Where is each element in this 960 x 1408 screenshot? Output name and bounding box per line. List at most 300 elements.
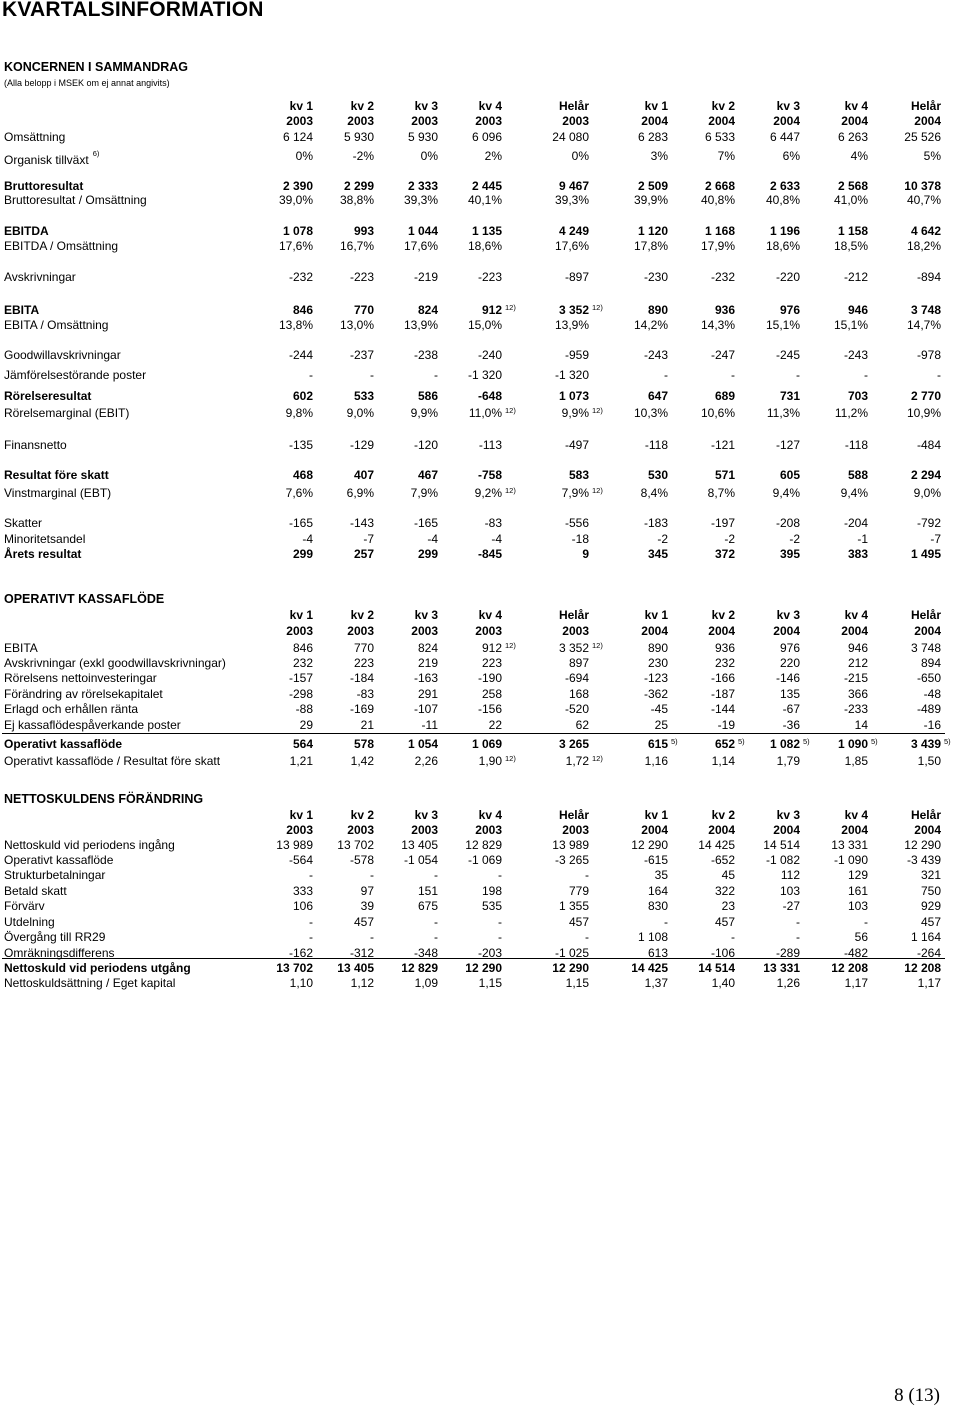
table-cell: -: [309, 868, 313, 882]
footnote-ref: 5): [738, 737, 745, 746]
column-header: 2004: [641, 624, 668, 638]
row-label: Finansnetto: [4, 438, 67, 452]
table-cell: 17,6%: [554, 239, 589, 253]
table-cell: -45: [650, 702, 668, 716]
row-label: Omsättning: [4, 130, 66, 144]
column-header: 2004: [708, 114, 735, 128]
table-cell: -758: [477, 468, 502, 482]
table-cell: 35: [654, 868, 668, 882]
table-cell: 13 331: [763, 961, 800, 975]
table-cell: 24 080: [552, 130, 589, 144]
table-cell: -: [370, 930, 374, 944]
table-cell: -: [731, 930, 735, 944]
row-label: Årets resultat: [4, 547, 82, 561]
footnote-ref: 12): [505, 406, 516, 415]
table-cell: -215: [843, 671, 868, 685]
table-cell: 230: [647, 656, 668, 670]
table-cell: 17,6%: [278, 239, 313, 253]
table-cell: 220: [779, 656, 800, 670]
column-header: kv 3: [414, 608, 438, 622]
row-label: Förändring av rörelsekapitalet: [4, 687, 163, 701]
table-cell: 164: [647, 884, 668, 898]
table-row: [0, 547, 960, 562]
table-row: [0, 224, 960, 239]
column-header: 2004: [841, 114, 868, 128]
table-cell: -187: [710, 687, 735, 701]
table-cell: 1 168: [704, 224, 735, 238]
table-cell: 9 467: [558, 179, 589, 193]
row-label: EBITDA: [4, 224, 49, 238]
table-cell: 586: [417, 389, 438, 403]
table-cell: -223: [477, 270, 502, 284]
row-label: Minoritetsandel: [4, 532, 86, 546]
table-cell: 15,1%: [833, 318, 868, 332]
table-cell: -232: [288, 270, 313, 284]
column-header: 2004: [914, 624, 941, 638]
row-label: Nettoskuld vid periodens utgång: [4, 961, 191, 975]
table-cell: 1,42: [350, 754, 374, 768]
table-cell: -245: [775, 348, 800, 362]
table-row: [0, 702, 960, 717]
table-cell: 129: [847, 868, 868, 882]
table-row: [0, 389, 960, 404]
row-label: Operativt kassaflöde: [4, 737, 123, 751]
table-cell: 571: [714, 468, 735, 482]
table-row: [0, 303, 960, 318]
table-cell: 10,3%: [633, 406, 668, 420]
table-row: [0, 868, 960, 883]
table-cell: -127: [775, 438, 800, 452]
table-row: [0, 656, 960, 671]
row-label: Nettoskuldsättning / Eget kapital: [4, 976, 176, 990]
table-cell: 2 333: [407, 179, 438, 193]
table-cell: -312: [349, 946, 374, 960]
table-cell: 912: [481, 641, 502, 655]
table-cell: -348: [413, 946, 438, 960]
column-header-row: [0, 99, 960, 114]
table-cell: 9,9%: [561, 406, 589, 420]
table-cell: 25 526: [904, 130, 941, 144]
table-cell: -238: [413, 348, 438, 362]
table-cell: 9,4%: [772, 486, 800, 500]
table-cell: -2%: [352, 149, 374, 163]
table-row: [0, 149, 960, 167]
table-cell: 299: [417, 547, 438, 561]
table-cell: 29: [299, 718, 313, 732]
table-cell: 1,15: [565, 976, 589, 990]
table-cell: 8,4%: [640, 486, 668, 500]
table-cell: 2 668: [704, 179, 735, 193]
column-header: Helår: [558, 808, 589, 822]
column-header: 2003: [411, 624, 438, 638]
column-header: kv 1: [289, 99, 313, 113]
table-cell: 6 533: [704, 130, 735, 144]
column-header: 2003: [411, 823, 438, 837]
section-title: OPERATIVT KASSAFLÖDE: [4, 592, 165, 606]
table-cell: 15,1%: [765, 318, 800, 332]
table-cell: 40,8%: [700, 193, 735, 207]
column-header: 2003: [286, 624, 313, 638]
table-cell: -123: [643, 671, 668, 685]
table-cell: -48: [923, 687, 941, 701]
table-cell: 2,26: [414, 754, 438, 768]
table-cell: 6%: [782, 149, 800, 163]
table-row: [0, 239, 960, 254]
table-cell: 1 054: [407, 737, 438, 751]
table-cell: 12 290: [631, 838, 668, 852]
table-cell: -1 090: [833, 853, 868, 867]
row-label: EBITA / Omsättning: [4, 318, 109, 332]
table-cell: 936: [714, 303, 735, 317]
table-cell: 198: [481, 884, 502, 898]
table-cell: 13 331: [831, 838, 868, 852]
table-cell: 18,2%: [906, 239, 941, 253]
table-cell: -11: [421, 718, 438, 732]
table-cell: -497: [564, 438, 589, 452]
table-cell: -959: [564, 348, 589, 362]
table-cell: -27: [782, 899, 800, 913]
table-cell: -118: [644, 438, 668, 452]
table-cell: 18,6%: [467, 239, 502, 253]
table-cell: -157: [288, 671, 313, 685]
row-label: Operativt kassaflöde / Resultat före skatt: [4, 754, 221, 768]
table-cell: 890: [647, 641, 668, 655]
table-cell: -845: [477, 547, 502, 561]
table-cell: -: [731, 368, 735, 382]
table-cell: -: [498, 930, 502, 944]
table-cell: 14: [854, 718, 868, 732]
table-row: [0, 193, 960, 208]
table-cell: 3%: [650, 149, 668, 163]
table-cell: -1 082: [765, 853, 800, 867]
table-cell: 2 299: [343, 179, 374, 193]
table-cell: -107: [413, 702, 438, 716]
column-header: kv 4: [478, 808, 502, 822]
table-cell: 17,9%: [700, 239, 735, 253]
table-cell: -: [370, 868, 374, 882]
table-cell: 299: [292, 547, 313, 561]
table-cell: 14,3%: [700, 318, 735, 332]
table-cell: -83: [356, 687, 374, 701]
table-cell: -113: [478, 438, 502, 452]
table-row: [0, 406, 960, 421]
table-cell: -129: [349, 438, 374, 452]
table-cell: 9,8%: [285, 406, 313, 420]
row-label: [4, 149, 99, 168]
column-header-row: [0, 608, 960, 623]
table-cell: -1 054: [403, 853, 438, 867]
table-cell: -1 320: [554, 368, 589, 382]
table-cell: 1 073: [558, 389, 589, 403]
column-header: 2003: [475, 624, 502, 638]
table-cell: 1,50: [917, 754, 941, 768]
table-cell: 2 390: [282, 179, 313, 193]
column-header: kv 1: [644, 99, 668, 113]
table-cell: -652: [710, 853, 735, 867]
column-header: 2004: [914, 823, 941, 837]
table-cell: -88: [295, 702, 313, 716]
table-cell: 602: [292, 389, 313, 403]
table-cell: 15,0%: [467, 318, 502, 332]
table-cell: 39: [360, 899, 374, 913]
table-cell: 13 405: [401, 838, 438, 852]
table-cell: 605: [779, 468, 800, 482]
table-cell: -650: [916, 671, 941, 685]
table-cell: 14 425: [698, 838, 735, 852]
footnote-ref: 5): [803, 737, 810, 746]
table-cell: -203: [477, 946, 502, 960]
table-cell: -204: [843, 516, 868, 530]
table-cell: 457: [714, 915, 735, 929]
table-row: [0, 754, 960, 769]
table-cell: 212: [847, 656, 868, 670]
table-cell: -564: [288, 853, 313, 867]
row-label: Goodwillavskrivningar: [4, 348, 121, 362]
table-cell: 1 495: [910, 547, 941, 561]
table-cell: -165: [413, 516, 438, 530]
table-cell: 10 378: [904, 179, 941, 193]
column-header: Helår: [558, 608, 589, 622]
column-header: Helår: [910, 99, 941, 113]
table-cell: 321: [920, 868, 941, 882]
table-cell: 588: [847, 468, 868, 482]
table-cell: -694: [564, 671, 589, 685]
column-header: kv 2: [350, 99, 374, 113]
table-cell: 0%: [295, 149, 313, 163]
table-cell: 372: [714, 547, 735, 561]
table-cell: -: [796, 368, 800, 382]
table-cell: 1,26: [776, 976, 800, 990]
table-cell: -4: [427, 532, 438, 546]
column-header: 2003: [347, 114, 374, 128]
table-cell: 39,3%: [554, 193, 589, 207]
table-row: [0, 438, 960, 453]
table-row: [0, 930, 960, 945]
table-cell: 112: [780, 868, 800, 882]
column-header: kv 4: [844, 99, 868, 113]
footnote-ref: 12): [592, 486, 603, 495]
column-header: 2004: [641, 823, 668, 837]
footnote-ref: 12): [592, 641, 603, 650]
column-header: 2004: [841, 823, 868, 837]
table-cell: 4 642: [910, 224, 941, 238]
table-cell: 675: [417, 899, 438, 913]
table-cell: -: [585, 868, 589, 882]
table-cell: 11,2%: [834, 406, 868, 420]
table-cell: 9: [582, 547, 589, 561]
table-cell: -: [585, 930, 589, 944]
table-cell: 2%: [484, 149, 502, 163]
table-cell: 1 090: [837, 737, 868, 751]
table-cell: 7,9%: [410, 486, 438, 500]
table-cell: 10,6%: [700, 406, 735, 420]
table-cell: -169: [349, 702, 374, 716]
table-cell: 232: [714, 656, 735, 670]
table-cell: 770: [353, 303, 374, 317]
row-label: Operativt kassaflöde: [4, 853, 114, 867]
table-cell: 1 355: [558, 899, 589, 913]
table-cell: 578: [353, 737, 374, 751]
table-cell: -7: [930, 532, 941, 546]
table-cell: 40,8%: [765, 193, 800, 207]
table-cell: -4: [491, 532, 502, 546]
table-cell: 846: [292, 641, 313, 655]
table-cell: -118: [844, 438, 868, 452]
table-cell: -4: [302, 532, 313, 546]
table-cell: 8,7%: [707, 486, 735, 500]
table-cell: 12 829: [401, 961, 438, 975]
table-cell: 161: [847, 884, 868, 898]
row-label: Rörelsemarginal (EBIT): [4, 406, 130, 420]
table-cell: 9,9%: [410, 406, 438, 420]
table-cell: -197: [710, 516, 735, 530]
column-header: 2003: [562, 114, 589, 128]
table-row: [0, 838, 960, 853]
row-label: Nettoskuld vid periodens ingång: [4, 838, 175, 852]
table-cell: -184: [349, 671, 374, 685]
footnote-ref: 12): [505, 486, 516, 495]
row-label: Resultat före skatt: [4, 468, 109, 482]
column-header: 2004: [841, 624, 868, 638]
table-cell: -16: [923, 718, 941, 732]
table-cell: 12 208: [904, 961, 941, 975]
table-cell: 3 748: [910, 303, 941, 317]
footnote-ref: 12): [505, 754, 516, 763]
table-cell: 3 439: [910, 737, 941, 751]
table-cell: -244: [288, 348, 313, 362]
table-cell: 1,21: [289, 754, 313, 768]
column-header: kv 1: [289, 608, 313, 622]
table-cell: 17,6%: [403, 239, 438, 253]
table-row: [0, 486, 960, 501]
table-cell: 62: [575, 718, 589, 732]
table-cell: 615: [647, 737, 668, 751]
table-cell: -18: [571, 532, 589, 546]
table-cell: 535: [481, 899, 502, 913]
table-cell: 912: [481, 303, 502, 317]
table-cell: 731: [779, 389, 800, 403]
table-cell: 21: [360, 718, 374, 732]
table-cell: -243: [843, 348, 868, 362]
table-cell: 219: [417, 656, 438, 670]
table-cell: -556: [564, 516, 589, 530]
table-cell: -: [664, 368, 668, 382]
table-cell: 39,3%: [403, 193, 438, 207]
table-cell: -: [664, 915, 668, 929]
footnote-ref: 5): [871, 737, 878, 746]
table-cell: 929: [920, 899, 941, 913]
footnote-ref: 12): [592, 406, 603, 415]
table-cell: 457: [353, 915, 374, 929]
table-cell: 1 135: [471, 224, 502, 238]
row-label-text: Organisk tillväxt: [4, 153, 89, 167]
table-cell: 17,8%: [633, 239, 668, 253]
table-cell: 223: [353, 656, 374, 670]
table-cell: 824: [417, 641, 438, 655]
table-cell: -83: [484, 516, 502, 530]
row-label: Jämförelsestörande poster: [4, 368, 147, 382]
table-row: [0, 687, 960, 702]
table-cell: 12 290: [904, 838, 941, 852]
table-cell: 976: [779, 641, 800, 655]
table-cell: -243: [643, 348, 668, 362]
table-cell: 13,9%: [554, 318, 589, 332]
table-cell: 1,16: [644, 754, 668, 768]
table-cell: -: [309, 915, 313, 929]
column-header: 2003: [286, 823, 313, 837]
column-header: kv 3: [414, 99, 438, 113]
table-cell: 1,72: [565, 754, 589, 768]
table-row: [0, 853, 960, 868]
table-cell: -: [309, 368, 313, 382]
table-cell: -: [864, 915, 868, 929]
table-cell: 890: [647, 303, 668, 317]
table-cell: -166: [710, 671, 735, 685]
table-cell: -233: [843, 702, 868, 716]
table-cell: -223: [349, 270, 374, 284]
table-cell: 5 930: [343, 130, 374, 144]
table-row: [0, 976, 960, 991]
table-cell: 946: [847, 303, 868, 317]
table-cell: 38,8%: [339, 193, 374, 207]
table-row: [0, 532, 960, 547]
table-cell: 5%: [923, 149, 941, 163]
table-cell: 1,37: [644, 976, 668, 990]
table-cell: 583: [568, 468, 589, 482]
table-cell: 976: [779, 303, 800, 317]
table-cell: -: [796, 915, 800, 929]
table-cell: 894: [920, 656, 941, 670]
column-header: kv 2: [350, 608, 374, 622]
table-cell: 1,09: [414, 976, 438, 990]
footnote-ref: 12): [505, 641, 516, 650]
table-row: [0, 671, 960, 686]
table-cell: 830: [647, 899, 668, 913]
table-cell: 779: [568, 884, 589, 898]
table-cell: 5 930: [407, 130, 438, 144]
table-cell: 9,2%: [474, 486, 502, 500]
table-cell: -240: [477, 348, 502, 362]
table-cell: 652: [714, 737, 735, 751]
column-header: 2003: [562, 624, 589, 638]
table-cell: 6 096: [471, 130, 502, 144]
table-cell: -183: [643, 516, 668, 530]
section-title: NETTOSKULDENS FÖRÄNDRING: [4, 792, 204, 806]
column-header: Helår: [910, 608, 941, 622]
table-cell: 13 702: [276, 961, 313, 975]
table-cell: 770: [353, 641, 374, 655]
table-cell: 750: [920, 884, 941, 898]
table-cell: 703: [847, 389, 868, 403]
row-label: Bruttoresultat: [4, 179, 84, 193]
table-cell: 457: [920, 915, 941, 929]
row-label: Avskrivningar: [4, 270, 76, 284]
table-cell: 1,14: [711, 754, 735, 768]
table-row: [0, 318, 960, 333]
table-cell: 333: [292, 884, 313, 898]
table-cell: 3 748: [910, 641, 941, 655]
table-cell: 11,0%: [468, 406, 502, 420]
table-cell: 13 405: [337, 961, 374, 975]
table-cell: 13,9%: [403, 318, 438, 332]
row-label: Erlagd och erhållen ränta: [4, 702, 139, 716]
table-cell: 23: [721, 899, 735, 913]
row-label: EBITA: [4, 641, 38, 655]
table-cell: 168: [568, 687, 589, 701]
column-header-row: [0, 114, 960, 129]
row-label: Bruttoresultat / Omsättning: [4, 193, 147, 207]
table-cell: 1,10: [289, 976, 313, 990]
